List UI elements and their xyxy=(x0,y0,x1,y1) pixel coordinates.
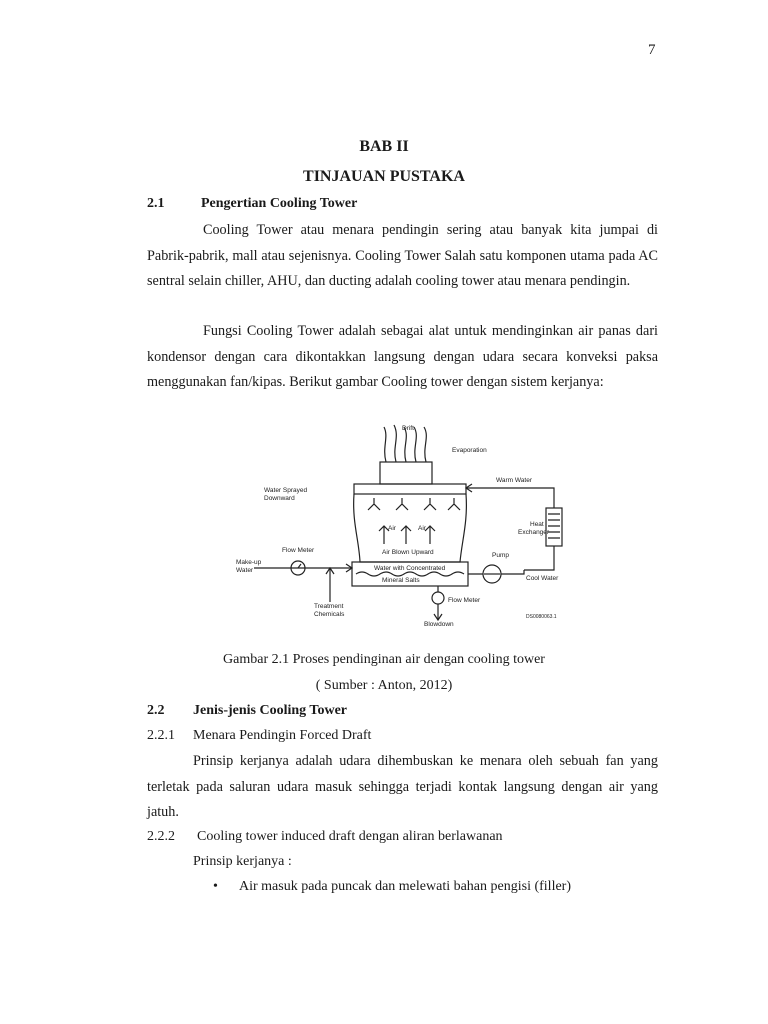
label-make-up: Make-up xyxy=(236,559,262,566)
chapter-title: TINJAUAN PUSTAKA xyxy=(303,168,465,185)
cooling-tower-diagram xyxy=(234,422,564,628)
paragraph-text: Prinsip kerjanya adalah udara dihembuskan ke menara oleh sebuah fan yang terletak pada saluran udara masuk sehingga terjadi kontak langsung dengan air yang jatuh. xyxy=(147,753,658,820)
label-chemicals: Chemicals xyxy=(314,611,345,618)
page-number: 7 xyxy=(648,42,656,58)
label-water-concentrated: Water with Concentrated xyxy=(374,565,446,572)
paragraph-cooling-tower-function xyxy=(147,319,658,396)
label-treatment: Treatment xyxy=(314,603,344,610)
label-exchanger: Exchanger xyxy=(518,529,550,536)
section-title: Pengertian Cooling Tower xyxy=(201,196,358,211)
label-water: Water xyxy=(236,567,254,574)
subsection-number: 2.2.1 xyxy=(147,728,175,743)
paragraph-forced-draft xyxy=(147,749,658,826)
label-evaporation: Evaporation xyxy=(452,447,487,454)
label-air-2: Air xyxy=(418,525,426,532)
bullet-text: Air masuk pada puncak dan melewati bahan pengisi (filler) xyxy=(239,879,571,894)
label-figure-code: DS0080063.1 xyxy=(526,614,557,620)
figure-source: ( Sumber : Anton, 2012) xyxy=(315,678,453,693)
subsection-number: 2.2.2 xyxy=(147,829,175,844)
label-blowdown: Blowdown xyxy=(424,621,454,628)
label-drift: Drift xyxy=(402,425,414,432)
label-heat: Heat xyxy=(530,521,544,528)
spray-nozzles xyxy=(368,498,460,510)
tower-top xyxy=(354,484,466,494)
paragraph-text: Fungsi Cooling Tower adalah sebagai alat untuk mendinginkan air panas dari kondensor dengan cara dikontakkan langsung dengan udara secara konveksi paksa menggunakan fan/kipas. Berikut gambar Cooling tower dengan sistem kerjanya: xyxy=(147,323,658,390)
subsection-title: Menara Pendingin Forced Draft xyxy=(193,728,372,743)
label-pump: Pump xyxy=(492,552,509,559)
label-mineral-salts: Mineral Salts xyxy=(382,577,420,584)
flow-meter-2 xyxy=(432,592,444,604)
label-air-blown-upward: Air Blown Upward xyxy=(382,549,434,556)
paragraph-text: Cooling Tower atau menara pendingin sering atau banyak kita jumpai di Pabrik-pabrik, mall atau sejenisnya. Cooling Tower Salah satu komponen utama pada AC sentral selain chiller, AHU, dan ducting adalah cooling tower atau menara pendingin. xyxy=(147,222,658,289)
chapter-heading: BAB II xyxy=(359,138,409,155)
paragraph-cooling-tower-definition xyxy=(147,218,658,295)
label-water-sprayed: Water Sprayed xyxy=(264,487,308,494)
label-flow-meter-2: Flow Meter xyxy=(448,597,481,604)
label-flow-meter-1: Flow Meter xyxy=(282,547,315,554)
fan-stack xyxy=(380,462,432,484)
section-number: 2.2 xyxy=(147,703,165,718)
subsection-title: Cooling tower induced draft dengan aliran berlawanan xyxy=(197,829,503,844)
figure-caption: Gambar 2.1 Proses pendinginan air dengan cooling tower xyxy=(223,652,545,667)
label-warm-water: Warm Water xyxy=(496,477,532,484)
label-downward: Downward xyxy=(264,495,295,502)
label-air-1: Air xyxy=(388,525,396,532)
bullet-icon: • xyxy=(213,879,218,894)
label-cool-water: Cool Water xyxy=(526,575,559,582)
principle-lead: Prinsip kerjanya : xyxy=(193,854,292,869)
section-title: Jenis-jenis Cooling Tower xyxy=(193,703,348,718)
section-number: 2.1 xyxy=(147,196,165,211)
